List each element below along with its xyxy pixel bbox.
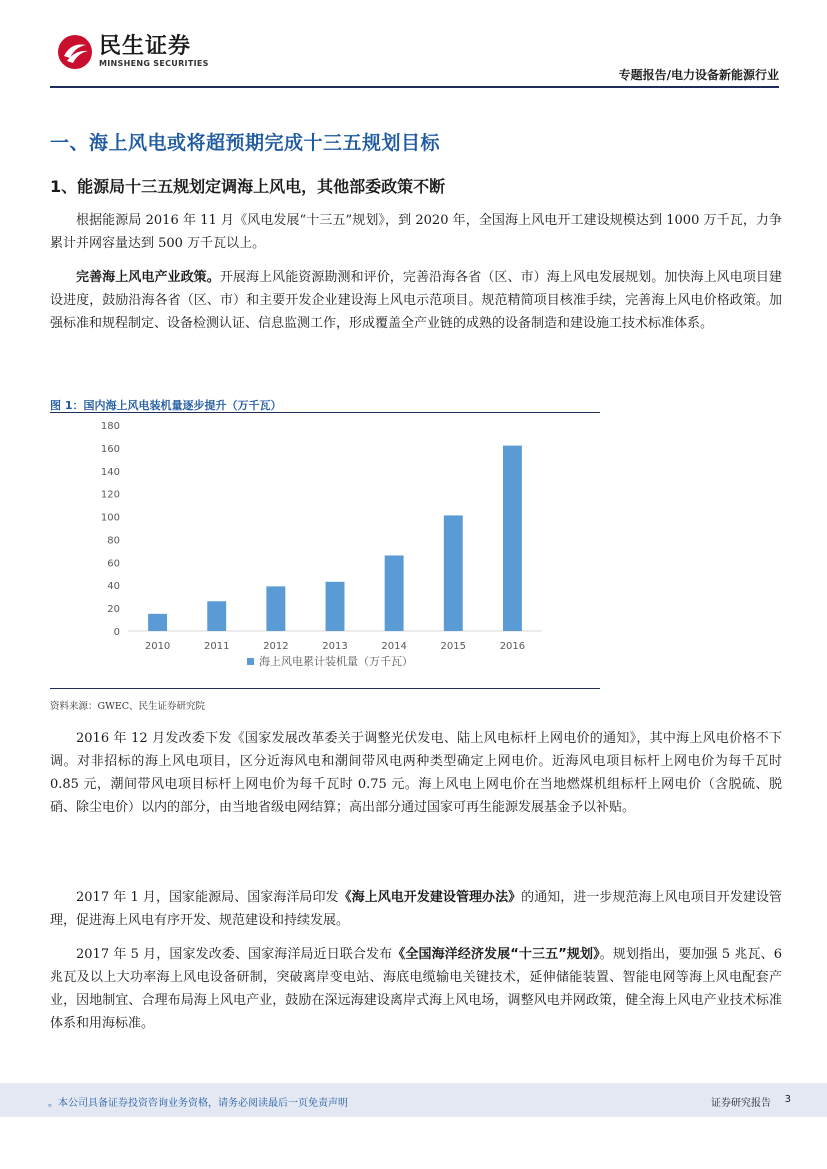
y-tick-label: 100 bbox=[100, 512, 120, 524]
header-divider bbox=[50, 86, 779, 88]
paragraph-text: 2016 年 12 月发改委下发《国家发展改革委关于调整光伏发电、陆上风电标杆上网电价的通知》，其中海上风电价格不下调。对非招标的海上风电项目，区分近海风电和潮间带风电两种类型确定上网电价。近海风电项目标杆上网电价为每千瓦时 0.85 元，潮间带风电项目标杆上网电价为每千瓦时 0.75 元。海上风电上网电价在当地燃煤机组标杆上网电价（含脱硫、脱硝、除尘电价）以内的部分，由当地省级电网结算；高出部分通过国家可再生能源发展基金予以补贴。 bbox=[50, 731, 782, 815]
y-tick-label: 180 bbox=[100, 421, 120, 432]
bar-2012 bbox=[266, 586, 285, 631]
legend-swatch bbox=[247, 658, 254, 665]
page-number: 3 bbox=[784, 1094, 791, 1105]
paragraph-text: 开展海上风能资源勘测和评价，完善沿海各省（区、市）海上风电发展规划。加快海上风电项目建设进度，鼓励沿海各省（区、市）和主要开发企业建设海上风电示范项目。规范精简项目核准手续，完善海上风电价格政策。加强标准和规程制定、设备检测认证、信息监测工作，形成覆盖全产业链的成熟的设备制造和建设施工技术标准体系。 bbox=[50, 270, 782, 331]
logo-chinese-name: 民生证券 bbox=[99, 34, 192, 59]
x-tick-label: 2010 bbox=[144, 641, 171, 652]
y-tick-label: 0 bbox=[113, 627, 120, 638]
footer-label: 证券研究报告 bbox=[711, 1098, 771, 1109]
document-title-bold: 《全国海洋经济发展“十三五”规划》 bbox=[392, 947, 600, 962]
section-title: 一、海上风电或将超预期完成十三五规划目标 bbox=[50, 132, 441, 154]
legend-label: 海上风电累计装机量（万千瓦） bbox=[259, 655, 413, 668]
bar-2011 bbox=[207, 601, 226, 631]
footer-disclaimer: 。本公司具备证券投资咨询业务资格，请务必阅读最后一页免责声明 bbox=[48, 1098, 348, 1109]
y-tick-label: 140 bbox=[100, 466, 120, 478]
paragraph-text: 的通知，进一步规范海上风电项目开发建设管理，促进海上风电有序开发、规范建设和持续发展。 bbox=[50, 890, 782, 928]
paragraph-plan-target bbox=[50, 209, 782, 255]
y-tick-label: 20 bbox=[107, 604, 120, 616]
y-tick-label: 60 bbox=[107, 558, 120, 570]
y-tick-label: 120 bbox=[100, 489, 120, 501]
paragraph-text: 。规划指出，要加强 5 兆瓦、6 兆瓦及以上大功率海上风电设备研制，突破离岸变电站、海底电缆输电关键技术，延伸储能装置、智能电网等海上风电配套产业，因地制宜、合理布局海上风电产业，鼓励在深远海建设离岸式海上风电场，调整风电并网政策，健全海上风电产业技术标准体系和用海标准。 bbox=[50, 947, 783, 1031]
bar-2014 bbox=[385, 555, 404, 631]
y-tick-label: 160 bbox=[100, 443, 120, 455]
bar-2010 bbox=[148, 614, 167, 631]
paragraph-lead-bold: 完善海上风电产业政策。 bbox=[76, 270, 220, 285]
x-tick-label: 2013 bbox=[322, 641, 348, 652]
bar-2015 bbox=[444, 515, 463, 631]
minsheng-logo-icon bbox=[57, 34, 93, 70]
bar-2016 bbox=[503, 446, 522, 631]
section-subtitle: 1、能源局十三五规划定调海上风电，其他部委政策不断 bbox=[50, 177, 446, 196]
x-tick-label: 2016 bbox=[499, 641, 526, 652]
document-title-bold: 《海上风电开发建设管理办法》 bbox=[338, 890, 522, 905]
x-tick-label: 2011 bbox=[203, 641, 230, 652]
paragraph-marine-economy-plan bbox=[50, 943, 782, 1035]
paragraph-price-policy bbox=[50, 727, 782, 819]
company-logo bbox=[57, 34, 209, 70]
figure-caption: 图 1：国内海上风电装机量逐步提升（万千瓦） bbox=[50, 399, 282, 412]
paragraph-management-measures bbox=[50, 886, 782, 932]
figure-divider-bottom bbox=[50, 688, 600, 689]
bar-2013 bbox=[326, 582, 345, 631]
report-type-label: 专题报告/电力设备新能源行业 bbox=[618, 68, 779, 82]
paragraph-text: 2017 年 5 月，国家发改委、国家海洋局近日联合发布 bbox=[76, 947, 393, 962]
paragraph-industry-policy bbox=[50, 266, 782, 335]
paragraph-text: 2017 年 1 月，国家能源局、国家海洋局印发 bbox=[76, 890, 339, 905]
x-tick-label: 2015 bbox=[440, 641, 467, 652]
logo-english-name: MINSHENG SECURITIES bbox=[99, 59, 209, 68]
bar-chart bbox=[50, 413, 600, 688]
x-tick-label: 2014 bbox=[381, 641, 407, 652]
y-tick-label: 80 bbox=[107, 535, 120, 547]
y-tick-label: 40 bbox=[107, 581, 120, 593]
figure-source: 资料来源：GWEC、民生证券研究院 bbox=[50, 701, 206, 712]
paragraph-text: 根据能源局 2016 年 11 月《风电发展“十三五”规划》，到 2020 年，全国海上风电开工建设规模达到 1000 万千瓦，力争累计并网容量达到 500 万千瓦以上。 bbox=[50, 213, 782, 251]
x-tick-label: 2012 bbox=[263, 641, 289, 652]
